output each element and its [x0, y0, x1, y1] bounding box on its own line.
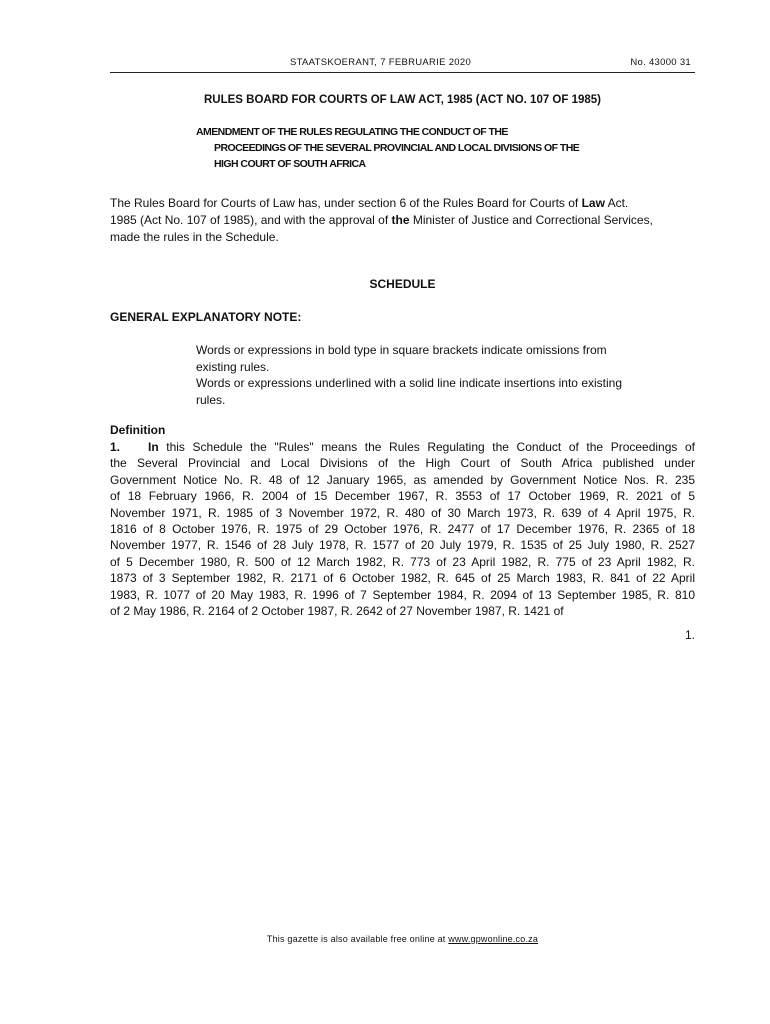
intro-line	[110, 212, 695, 229]
clause-number: 1.	[110, 440, 121, 454]
gazette-title: STAATSKOERANT, 7 FEBRUARIE 2020	[290, 57, 472, 68]
intro-bold: Law	[581, 196, 605, 210]
act-title: RULES BOARD FOR COURTS OF LAW ACT, 1985 (ACT NO. 107 OF 1985)	[203, 94, 602, 106]
amendment-line: PROCEEDINGS OF THE SEVERAL PROVINCIAL AND LOCAL DIVISIONS OF THE	[214, 142, 580, 154]
paragraph-line: 1816 of 8 October 1976, R. 1975 of 29 October 1976, R. 2477 of 17 December 1976, R. 2365 of 18	[110, 522, 695, 537]
note-line: rules.	[196, 392, 226, 407]
paragraph-line: of 5 December 1980, R. 500 of 12 March 1982, R. 773 of 23 April 1982, R. 775 of 23 April 1982, R.	[110, 554, 695, 569]
note-line: Words or expressions underlined with a solid line indicate insertions into existing	[196, 376, 622, 390]
amendment-heading	[196, 124, 676, 172]
paragraph-line: the Several Provincial and Local Divisions of the High Court of South Africa published under	[110, 456, 695, 471]
gazette-number: No. 43000 31	[630, 57, 691, 68]
paragraph-line: Government Notice No. R. 48 of 12 January 1965, as amended by Government Notice Nos. R. 235	[110, 472, 695, 487]
note-line: Words or expressions in bold type in square brackets indicate omissions from	[196, 343, 607, 357]
intro-text: Act.	[604, 196, 629, 210]
footer-text: This gazette is also available free online at	[266, 934, 449, 944]
definition-heading: Definition	[110, 423, 166, 437]
definition-paragraph	[110, 439, 695, 619]
intro-line: made the rules in the Schedule.	[110, 230, 279, 244]
paragraph-line: of 18 February 1966, R. 2004 of 15 December 1967, R. 3553 of 17 October 1969, R. 2021 of 5	[110, 489, 695, 504]
clause-first-word: In	[148, 440, 159, 454]
intro-bold: the	[391, 213, 410, 227]
header-divider	[110, 72, 695, 73]
intro-paragraph	[110, 195, 695, 246]
amendment-line: HIGH COURT OF SOUTH AFRICA	[214, 158, 366, 170]
amendment-line: AMENDMENT OF THE RULES REGULATING THE CONDUCT OF THE	[196, 126, 508, 138]
general-note-body	[196, 342, 676, 408]
paragraph-line: 1983, R. 1077 of 20 May 1983, R. 1996 of 7 September 1984, R. 2094 of 13 September 1985, R. 810	[110, 587, 695, 602]
paragraph-line: 1873 of 3 September 1982, R. 2171 of 6 October 1982, R. 645 of 25 March 1983, R. 841 of 22 April	[110, 571, 695, 586]
paragraph-line: November 1971, R. 1985 of 3 November 1972, R. 480 of 30 March 1973, R. 639 of 4 April 1975, R.	[110, 505, 695, 520]
trailing-marker: 1.	[684, 628, 695, 642]
paragraph-line: of 2 May 1986, R. 2164 of 2 October 1987, R. 2642 of 27 November 1987, R. 1421 of	[110, 604, 564, 619]
intro-text: Minister of Justice and Correctional Services,	[409, 213, 653, 227]
note-line: existing rules.	[196, 359, 270, 374]
gazette-footer	[110, 934, 695, 944]
intro-text: The Rules Board for Courts of Law has, under section 6 of the Rules Board for Courts of	[110, 196, 582, 210]
schedule-heading: SCHEDULE	[369, 277, 436, 291]
paragraph-line	[110, 439, 695, 455]
intro-text: 1985 (Act No. 107 of 1985), and with the approval of	[110, 213, 392, 227]
footer-link[interactable]: www.gpwonline.co.za	[448, 934, 539, 944]
general-note-heading: GENERAL EXPLANATORY NOTE:	[110, 310, 302, 324]
gazette-header	[110, 57, 695, 71]
clause-text: this Schedule the "Rules" means the Rules Regulating the Conduct of the Proceedings of	[158, 440, 695, 454]
intro-line	[110, 195, 695, 212]
paragraph-line: November 1977, R. 1546 of 28 July 1978, R. 1577 of 20 July 1979, R. 1535 of 25 July 1980, R. 2527	[110, 538, 695, 553]
